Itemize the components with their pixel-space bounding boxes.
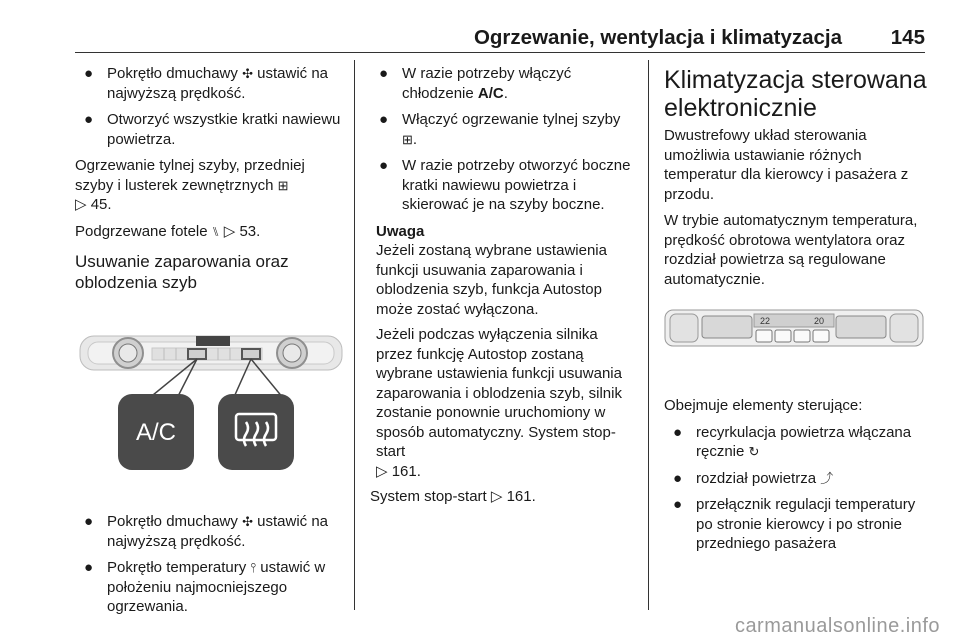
column-3 bbox=[664, 66, 932, 296]
column-1-lower bbox=[75, 512, 347, 624]
para-defrost: Ogrzewanie tylnej szyby, przedniej szyby i lusterek zewnętrznych ⊞ ▷ 45. bbox=[75, 157, 305, 213]
section-heading-electronic-ac: Klimatyzacja sterowana elektronicznie bbox=[664, 66, 927, 122]
bullet-recirculation: ● recyrkulacja powietrza włączana ręcznie ↻ bbox=[673, 423, 912, 460]
para-controls-intro: Obejmuje elementy sterujące: bbox=[664, 397, 863, 414]
page-number: 145 bbox=[890, 26, 925, 49]
header-title: Ogrzewanie, wentylacja i klimatyzacja bbox=[473, 26, 842, 49]
bullet-fan-top: ● Pokrętło dmuchawy ✣ ustawić na najwyższą prędkość. bbox=[84, 65, 329, 102]
ref-arrow-icon: ▷ bbox=[490, 488, 503, 505]
bullet-vents: ● Otworzyć wszystkie kratki nawiewu powietrza. bbox=[84, 111, 341, 148]
watermark: carmanualsonline.info bbox=[734, 615, 940, 637]
heated-seat-icon: ⑊ bbox=[211, 223, 220, 239]
ref-arrow-icon: ▷ bbox=[376, 462, 388, 480]
ac-callout-label: A/C bbox=[135, 419, 177, 446]
page-header bbox=[0, 22, 960, 52]
section-heading-defog: Usuwanie zaparowania oraz oblodzenia szyb bbox=[75, 252, 289, 292]
note-box bbox=[370, 222, 635, 482]
note-title: Uwaga bbox=[376, 222, 425, 240]
bullet-fan-bottom: ● Pokrętło dmuchawy ✣ ustawić na najwyższą prędkość. bbox=[84, 513, 329, 550]
bullet-temperature: ● Pokrętło temperatury ⫯ ustawić w położeniu najmocniejszego ogrzewania. bbox=[84, 559, 326, 615]
temperature-icon: ⫯ bbox=[250, 560, 257, 575]
air-distribution-icon: ⤴ bbox=[820, 470, 834, 486]
recirculation-icon: ↻ bbox=[748, 444, 760, 459]
column-divider-1 bbox=[354, 60, 355, 610]
column-2 bbox=[370, 64, 635, 514]
fan-icon: ✣ bbox=[242, 66, 253, 81]
display-temp-right: 20 bbox=[814, 316, 825, 326]
bullet-temp-switch: ● przełącznik regulacji temperatury po stronie kierowcy i po stronie przedniego pasażera bbox=[673, 496, 916, 552]
para-dual-zone: Dwustrefowy układ sterowania umożliwia ustawianie różnych temperatur dla kierowcy i pasażera z przodu. bbox=[664, 127, 909, 203]
climate-panel-figure bbox=[664, 306, 924, 352]
para-stop-start: System stop-start ▷ 161. bbox=[370, 488, 536, 505]
fan-icon: ✣ bbox=[242, 514, 253, 529]
rear-defrost-icon: ⊞ bbox=[402, 131, 413, 147]
bullet-air-distribution: ● rozdział powietrza ⤴ bbox=[673, 469, 834, 487]
para-seats: Podgrzewane fotele ⑊ ▷ 53. bbox=[75, 222, 261, 240]
column-3-lower bbox=[664, 396, 932, 561]
bullet-ac: ● W razie potrzeby włączyć chłodzenie A/C. bbox=[379, 65, 572, 102]
note-paragraph-1: Jeżeli zostaną wybrane ustawienia funkcji usuwania zaparowania i oblodzenia szyb, funkcja Autostop może zostać wyłączona. bbox=[376, 242, 607, 318]
note-paragraph-2: Jeżeli podczas wyłączenia silnika przez funkcję Autostop zostaną wybrane ustawienia funkcji usuwania zaparowania i oblodzenia szyb, silnik zostanie ponownie uruchomiony w sposób automatyczny. System stop-start ▷ 161. bbox=[376, 326, 622, 480]
header-rule bbox=[75, 52, 925, 53]
column-divider-2 bbox=[648, 60, 649, 610]
defog-controls-figure bbox=[78, 316, 348, 476]
ref-arrow-icon: ▷ bbox=[223, 222, 236, 240]
bullet-side-vents: ● W razie potrzeby otworzyć boczne kratki nawiewu powietrza i skierować je na szyby boczne. bbox=[379, 157, 631, 213]
para-auto-mode: W trybie automatycznym temperatura, prędkość obrotowa wentylatora oraz rozdział powietrza są regulowane automatycznie. bbox=[664, 212, 918, 288]
bullet-rear-defrost: ● Włączyć ogrzewanie tylnej szyby ⊞. bbox=[379, 111, 621, 148]
display-temp-left: 22 bbox=[760, 316, 771, 326]
rear-defrost-icon: ⊞ bbox=[277, 177, 289, 193]
column-1 bbox=[75, 64, 347, 293]
ref-arrow-icon: ▷ bbox=[75, 196, 87, 213]
